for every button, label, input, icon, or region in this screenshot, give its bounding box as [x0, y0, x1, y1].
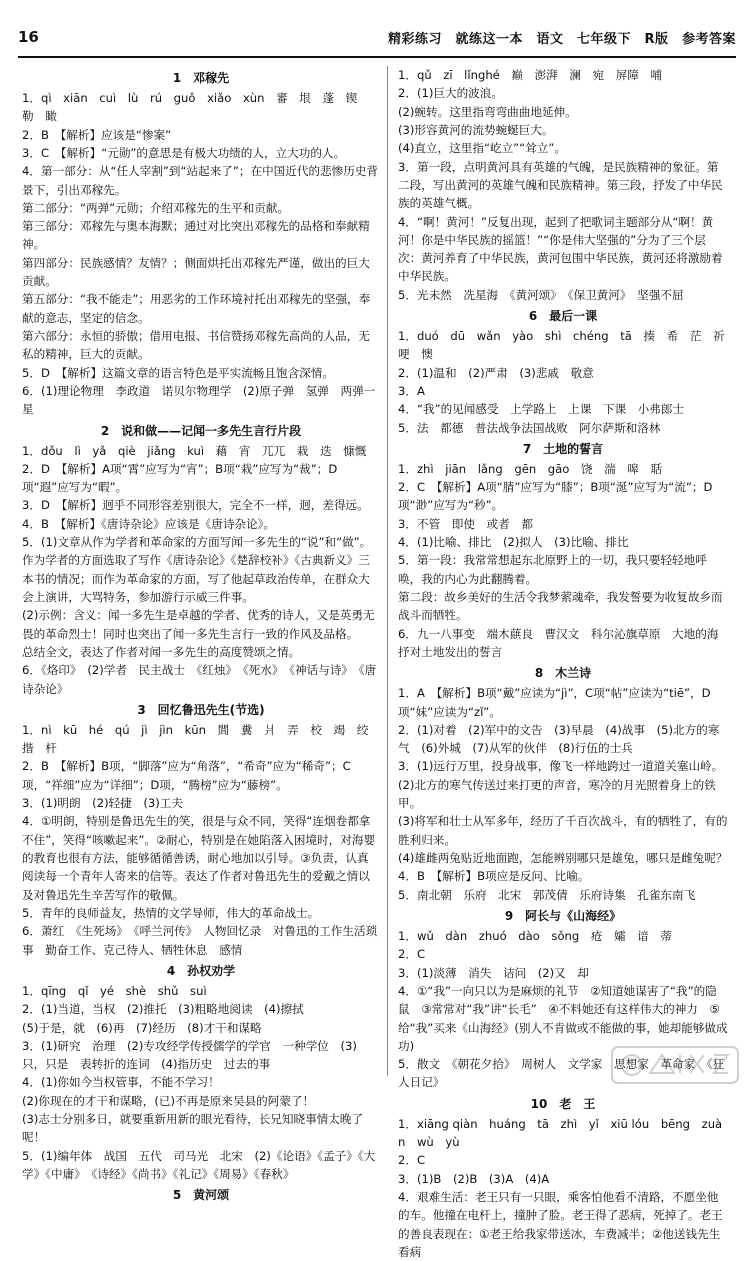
left-answer-line: 第五部分：“我不能走”；用恶劣的工作环境衬托出邓稼先的坚强，奉献的意志，坚定的信念。 [22, 292, 371, 325]
right-answer-line: (2)蜿转。这里指弯弯曲曲地延伸。 [398, 104, 577, 119]
left-answer-line: 2．(1)当道，当权 (2)推托 (3)粗略地阅读 (4)擦拭 [22, 1002, 304, 1017]
right-answer-line: 1．zhì jiān lǎng gēn gāo 饶 湍 嗥 聒 [398, 461, 663, 476]
left-column [22, 66, 380, 1206]
column-divider [387, 66, 388, 1076]
watermark-logo [610, 1043, 740, 1087]
header-title: 精彩练习 就练这一本 语文 七年级下 R版 参考答案 [387, 32, 736, 47]
left-answer-line: 第三部分：邓稼先与奥本海默；通过对比突出邓稼先的品格和奉献精神。 [22, 219, 370, 252]
right-answer-line: 4．艰难生活：老王只有一只眼，乘客怕他看不清路，不愿坐他的车。他撞在电杆上，撞肿了脸。老王得了恶病，死掉了。老王的善良表现在：①老王给我家带送冰，车费减半；②他送钱先生看病 [398, 1189, 723, 1259]
page-header [0, 0, 750, 58]
left-section-heading: 4 孙权劝学 [166, 963, 236, 978]
left-section-heading: 2 说和做——记闻一多先生言行片段 [100, 423, 302, 438]
right-answer-line: 1．A 【解析】B项“戴”应读为“jì”，C项“帖”应读为“tiē”，D项“妹”应读为“zǐ”。 [398, 686, 711, 719]
right-section-heading: 8 木兰诗 [534, 666, 592, 681]
left-answer-line: 3．(1)研究 治理 (2)专攻经学传授儒学的学官 一种学位 (3)只，只是 表转折的连词 (4)指历史 过去的事 [22, 1038, 357, 1072]
left-answer-line: (2)你现在的才干和谋略，(已)不再是原来吴县的阿蒙了！ [22, 1093, 315, 1108]
right-section-heading: 10 老 王 [530, 1096, 596, 1111]
right-answer-line: 3．第一段，点明黄河具有英雄的气魄，是民族精神的象征。第二段，写出黄河的英雄气魄和民族精神。第三段，抒发了中华民族的英雄气概。 [398, 159, 723, 211]
header-rule [18, 56, 736, 58]
right-answer-line: 3．(1)远行万里，投身战事，像飞一样地跨过一道道关塞山岭。 [398, 759, 724, 774]
right-answer-line: (2)北方的寒气传送过来打更的声音，寒冷的月光照着身上的铁甲。 [398, 777, 716, 811]
right-answer-line: 3．A [398, 383, 425, 398]
right-answer-line: 2．C 【解析】A项“腈”应写为“膝”；B项“涎”应写为“流”；D项“渺”应写为“秒”。 [398, 480, 713, 513]
left-answer-line: 2．D 【解析】A项“霄”应写为“宵”；B项“栽”应写为“裁”；D项“遐”应写为“暇”。 [22, 461, 338, 495]
left-answer-line: 2．B 【解析】B项，“脚落”应为“角落”，“希奇”应为“稀奇”；C项，“祥细”应为“详细”；D项，“腾榜”应为“藤榜”。 [22, 759, 351, 792]
left-answer-line: (5)于是，就 (6)再 (7)经历 (8)才干和谋略 [22, 1020, 262, 1035]
right-answer-line: 6．九一八事变 端木蕻良 曹汉文 科尔沁旗草原 大地的海 抒对土地发出的誓言 [398, 626, 731, 659]
left-answer-line: 1．nì kū hé qú jì jìn kūn 閭 糞 爿 弄 校 竭 绞 揩 杆 [22, 722, 380, 756]
left-answer-line: 6．(1)理论物理 李政道 诺贝尔物理学 (2)原子弹 氢弹 两弹一星 [22, 383, 376, 417]
right-answer-line: (3)将军和壮士从军多年，经历了千百次战斗，有的牺牲了，有的胜利归来。 [398, 814, 728, 847]
left-answer-line: 5．D 【解析】这篇文章的语言特色是平实流畅且饱含深情。 [22, 365, 334, 380]
right-answer-line: 5．光未然 冼星海 《黄河颂》 《保卫黄河》 坚强不屈 [398, 287, 684, 302]
left-answer-line: 2．B 【解析】应该是“惨案” [22, 127, 172, 142]
left-answer-line: 4．第一部分：从“任人宰割”到“站起来了”；在中国近代的悲惨历史背景下，引出邓稼先。 [22, 164, 379, 197]
right-section-heading: 9 阿长与《山海经》 [504, 908, 622, 923]
right-section-heading: 7 土地的誓言 [522, 441, 604, 456]
left-section-heading: 1 邓稼先 [172, 71, 230, 85]
right-answer-line: 1．xiāng qiàn huáng tā zhì yǐ xiū lóu bēng zuàn wù yù [398, 1116, 723, 1150]
right-answer-line: 1．wǔ dàn zhuó dào sǒng 疮 孀 谙 蒂 [398, 928, 673, 943]
page-number: 16 [18, 28, 39, 46]
left-answer-line: 6．《烙印》 (2)学者 民主战士 《红烛》 《死水》 《神话与诗》 《唐诗杂论》 [22, 663, 377, 696]
right-answer-line: 5．法 都德 普法战争法国战败 阿尔萨斯和洛林 [398, 420, 661, 435]
left-answer-line: 第四部分：民族感情？友情？；侧面烘托出邓稼先严谨，做出的巨大贡献。 [22, 255, 370, 289]
left-section-heading: 5 黄河颂 [172, 1188, 230, 1203]
left-answer-line: 1．qì xiān cuì lù rú guǒ xiǎo xùn 審 垠 蓬 锲 勒 瞰 [22, 90, 369, 124]
left-answer-line: 3．D 【解析】迥乎不同形容差别很大，完全不一样，迥，差得远。 [22, 498, 369, 513]
left-answer-line: 4．①明朗，特别是鲁迅先生的笑，很是与众不同，笑得“连烟卷都拿不住”，笑得“咳嗽起来”。②耐心，特别是在她陷落入困境时，对海婴的教育也很有方法，能够循循善诱，耐心地加以引导。③负责，认真阅读每一个青年人寄来的信等。表达了作者对鲁迅先生的爱戴之情以及对鲁迅先生辛苦写作的敬佩。 [22, 814, 376, 902]
left-answer-line: 5．(1)文章从作为学者和革命家的方面写闻一多先生的“说”和“做”。作为学者的方面选取了写作《唐诗杂论》《楚辞校补》《古典新义》三本书的情况；而作为革命家的方面，写了他起草政治传单，在群众大会上演讲，大骂特务，参加游行示威三件事。 [22, 535, 372, 605]
left-answer-line: 4．(1)你如今当权管事，不能不学习！ [22, 1075, 220, 1090]
right-answer-line: (4)直立，这里指“屹立”“耸立”。 [398, 141, 566, 156]
right-answer-line: 2．C [398, 947, 426, 962]
right-answer-line: 5．散文 《朝花夕拾》 周树人 文学家 思想家 革命家 《狂人日记》 [398, 1057, 725, 1090]
right-answer-line: (3)形容黄河的流势蜿蜒巨大。 [398, 122, 554, 137]
left-answer-line: 4．B 【解析】《唐诗杂论》应该是《唐诗杂论》。 [22, 516, 275, 531]
left-section-heading: 3 回忆鲁迅先生(节选) [137, 702, 265, 717]
right-answer-line: 2．C [398, 1153, 426, 1168]
left-answer-line: 6．萧红 《生死场》 《呼兰河传》 人物回忆录 对鲁迅的工作生活琐事 勤奋工作、克己待人、牺牲休息 感情 [22, 924, 378, 957]
right-answer-line: 3．(1)B (2)B (3)A (4)A [398, 1171, 550, 1186]
right-answer-line: 2．(1)巨大的波浪。 [398, 86, 503, 101]
right-answer-line: 3．(1)淡薄 消失 诘问 (2)又 却 [398, 965, 589, 980]
right-section-heading: 6 最后一课 [528, 309, 598, 324]
left-answer-line: 3．C 【解析】“元勋”的意思是有极大功绩的人，立大功的人。 [22, 145, 346, 160]
right-answer-line: (4)雄雌两兔贴近地面跑，怎能辨别哪只是雄兔，哪只是雌兔呢？ [398, 851, 728, 866]
left-answer-line: 3．(1)明朗 (2)轻捷 (3)工夫 [22, 796, 183, 811]
right-answer-line: 4．(1)比喻、排比 (2)拟人 (3)比喻、排比 [398, 535, 629, 550]
left-answer-line: (3)志士分别多日，就要重新用新的眼光看待，长兄知晓事情太晚了呢！ [22, 1112, 364, 1145]
right-answer-line: 第二段：故乡美好的生活令我梦萦魂牵，我发誓要为收复故乡而战斗而牺牲。 [398, 590, 723, 623]
left-answer-line: 第二部分：“两弹”元勋；介绍邓稼先的生平和贡献。 [22, 200, 290, 215]
right-answer-line: 2．(1)温和 (2)严肃 (3)悲戚 敬意 [398, 365, 594, 380]
left-answer-line: (2)示例：含义：闻一多先生是卓越的学者、优秀的诗人，又是英勇无畏的革命烈士！同时也突出了闻一多先生言行一致的作风及品格。 [22, 608, 375, 641]
left-answer-line: 5．青年的良师益友，热情的文学导师，伟大的革命战士。 [22, 905, 320, 920]
left-answer-line: 总结全文，表达了作者对闻一多先生的高度赞颂之情。 [22, 644, 301, 659]
right-answer-line: 5．南北朝 乐府 北宋 郭茂倩 乐府诗集 孔雀东南飞 [398, 887, 696, 902]
right-answer-line: 4．“啊！黄河！”反复出现，起到了把歌词主题部分从“啊！黄河！你是中华民族的摇篮！”“你是伟大坚强的”分为了三个层次：黄河养育了中华民族，黄河包围中华民族，黄河还将激励着中华民族。 [398, 214, 723, 284]
right-answer-line: 4．B 【解析】B项应是反问、比喻。 [398, 869, 590, 884]
right-answer-line: 4．“我”的见闻感受 上学路上 上课 下课 小弗郎士 [398, 402, 685, 417]
left-answer-line: 1．qīng qǐ yé shè shǔ suì [22, 983, 207, 998]
right-answer-line: 4．①“我”一向只以为是麻烦的礼节 ②知道她谋害了“我”的隐鼠 ③常常对“我”讲“长毛” ④不料她还有这样伟大的神力 ⑤给“我”买来《山海经》(别人不肯做或不能做的事，她却能够做成功) [398, 983, 728, 1053]
right-answer-line: 2．(1)对着 (2)军中的文告 (3)早晨 (4)战事 (5)北方的寒气 (6)外城 (7)从军的伙伴 (8)行伍的士兵 [398, 722, 720, 756]
left-answer-line: 1．dǒu lì yǎ qiè jiǎng kuì 藉 宵 兀兀 栽 迭 慷慨 [22, 443, 367, 458]
right-answer-line: 1．qǔ zī lǐnghé 巅 澎湃 澜 宛 屏障 哺 [398, 68, 663, 82]
right-answer-line: 3．不管 即使 或者 都 [398, 516, 533, 531]
left-answer-line: 第六部分：永恒的骄傲；借用电报、书信赞扬邓稼先高尚的人品，无私的精神，巨大的贡献。 [22, 329, 370, 362]
left-answer-line: 5．(1)编年体 战国 五代 司马光 北宋 (2)《论语》《孟子》《大学》《中庸》 《诗经》《尚书》《礼记》《周易》《春秋》 [22, 1148, 376, 1181]
right-answer-line: 5．第一段：我常常想起东北原野上的一切，我只要轻轻地呼唤，我的内心为此翻腾着。 [398, 553, 707, 586]
right-answer-line: 1．duó dū wǎn yào shì chéng tā 揍 希 茫 祈 哽 懊 [398, 329, 737, 362]
